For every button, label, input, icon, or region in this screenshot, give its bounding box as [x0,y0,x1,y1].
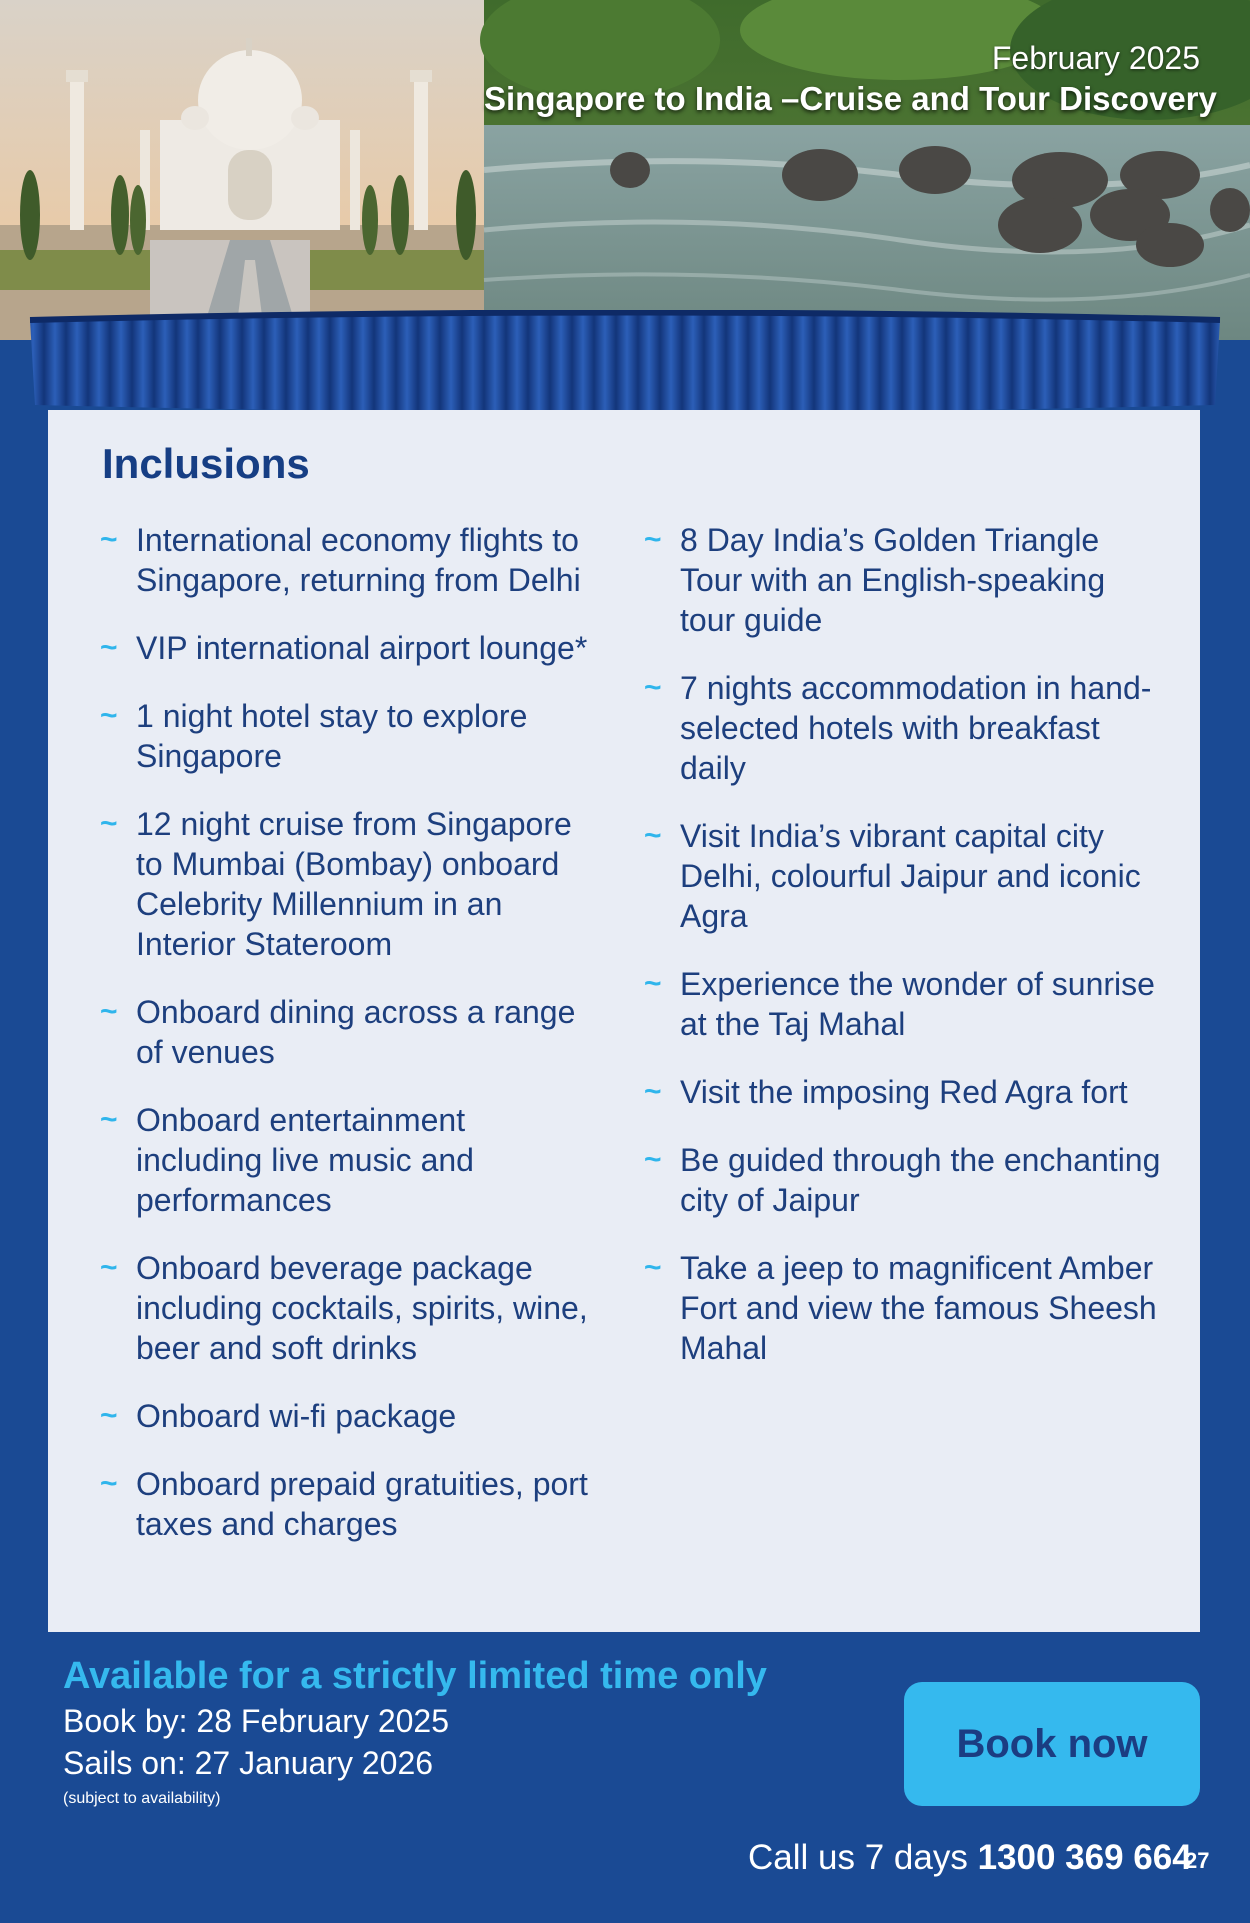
book-now-button[interactable]: Book now [904,1682,1200,1806]
list-item: ~ Onboard wi-fi package [100,1398,457,1434]
list-item: ~ Visit India’s vibrant capital city Delhi, colourful Jaipur and iconic Agra [644,818,1141,934]
page-title: Singapore to India –Cruise and Tour Discovery [484,80,1217,117]
hero-banner [0,0,1250,340]
book-by-date: Book by: 28 February 2025 [63,1703,450,1739]
call-us-label: Call us 7 days [748,1838,968,1877]
call-us-line [748,1838,1192,1878]
tilde-bullet-icon: ~ [644,1075,662,1108]
list-item: ~ Onboard dining across a range of venues [100,994,576,1070]
inclusions-list-right [644,520,1164,1396]
tilde-bullet-icon: ~ [644,967,662,1000]
inclusions-heading: Inclusions [102,440,310,487]
list-item: ~ 1 night hotel stay to explore Singapore [100,698,528,774]
list-item: ~ VIP international airport lounge* [100,630,588,666]
issue-date: February 2025 [991,40,1200,76]
tilde-bullet-icon: ~ [100,1399,118,1432]
phone-number[interactable]: 1300 369 664 [977,1838,1192,1877]
list-item: ~ Experience the wonder of sunrise at the Taj Mahal [644,966,1155,1042]
list-item: ~ Onboard prepaid gratuities, port taxes and charges [100,1466,588,1542]
list-item: ~ 12 night cruise from Singapore to Mumbai (Bombay) onboard Celebrity Millennium in an Interior Stateroom [100,806,572,962]
limited-time-headline: Available for a strictly limited time only [63,1655,767,1697]
list-item: ~ 8 Day India’s Golden Triangle Tour with an English-speaking tour guide [644,522,1106,638]
list-item: ~ Onboard entertainment including live music and performances [100,1102,474,1218]
tilde-bullet-icon: ~ [644,671,662,704]
tilde-bullet-icon: ~ [100,1103,118,1136]
list-item: ~ International economy flights to Singapore, returning from Delhi [100,522,581,598]
taj-mahal-photo [0,0,484,340]
tilde-bullet-icon: ~ [100,631,118,664]
list-item: ~ Onboard beverage package including cocktails, spirits, wine, beer and soft drinks [100,1250,588,1366]
tilde-bullet-icon: ~ [644,523,662,556]
page-number: 27 [1185,1848,1210,1873]
tilde-bullet-icon: ~ [100,1251,118,1284]
tilde-bullet-icon: ~ [100,699,118,732]
list-item: ~ Take a jeep to magnificent Amber Fort and view the famous Sheesh Mahal [644,1250,1157,1366]
tilde-bullet-icon: ~ [644,819,662,852]
availability-note: (subject to availability) [63,1790,221,1807]
list-item: ~ Be guided through the enchanting city of Jaipur [644,1142,1161,1218]
list-item: ~ 7 nights accommodation in hand-selected hotels with breakfast daily [644,670,1152,786]
sails-on-date: Sails on: 27 January 2026 [63,1745,434,1781]
tilde-bullet-icon: ~ [644,1251,662,1284]
inclusions-list-left [100,520,600,1572]
tilde-bullet-icon: ~ [100,523,118,556]
list-item: ~ Visit the imposing Red Agra fort [644,1074,1128,1110]
curtain-decoration [0,310,1250,420]
tilde-bullet-icon: ~ [100,1467,118,1500]
inclusions-panel [48,410,1200,1632]
tilde-bullet-icon: ~ [100,995,118,1028]
tilde-bullet-icon: ~ [644,1143,662,1176]
tilde-bullet-icon: ~ [100,807,118,840]
